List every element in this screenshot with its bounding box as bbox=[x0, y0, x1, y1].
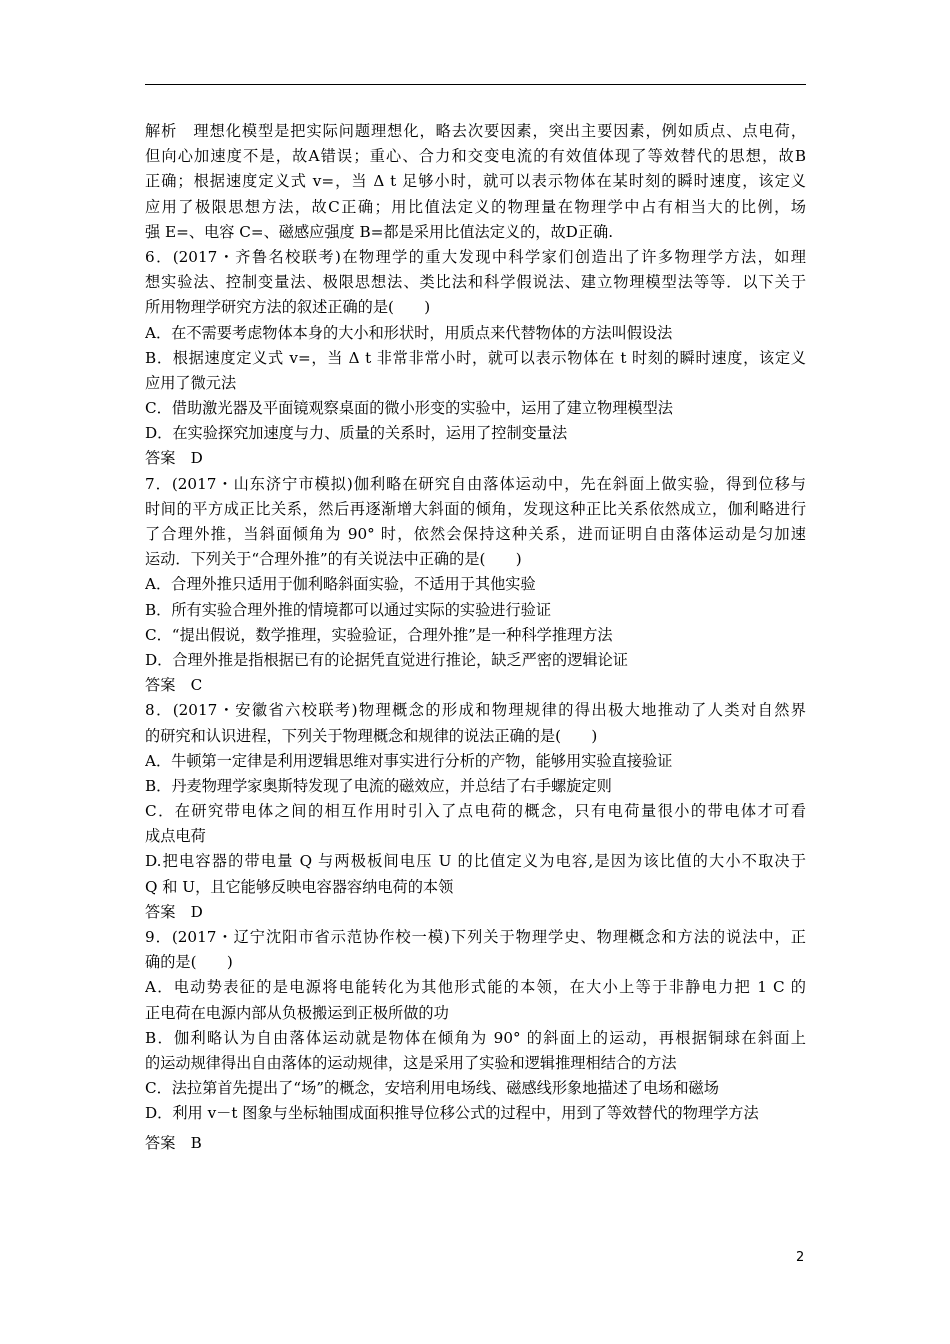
answer-line: 答案 D bbox=[145, 449, 203, 468]
question-stem-line: 想实验法、控制变量法、极限思想法、类比法和科学假说法、建立物理模型法等等．以下关于 bbox=[145, 273, 806, 292]
answer-line: 答案 C bbox=[145, 676, 203, 695]
question-stem-line: 6．(2017・齐鲁名校联考)在物理学的重大发现中科学家们创造出了许多物理学方法，如理 bbox=[145, 247, 806, 266]
option-d: D．合理外推是指根据已有的论据凭直觉进行推论，缺乏严密的逻辑论证 bbox=[145, 650, 628, 669]
option-a: A．电动势表征的是电源将电能转化为其他形式能的本领，在大小上等于非静电力把 1 C 的 bbox=[145, 978, 806, 997]
option-a: A．牛顿第一定律是利用逻辑思维对事实进行分析的产物，能够用实验直接验证 bbox=[145, 751, 673, 770]
question-stem-line: 了合理外推，当斜面倾角为 90° 时，依然会保持这种关系，进而证明自由落体运动是匀加速 bbox=[145, 525, 806, 543]
option-d-continued: Q 和 U，且它能够反映电容器容纳电荷的本领 bbox=[145, 877, 454, 896]
option-c: C．“提出假说，数学推理，实验验证，合理外推”是一种科学推理方法 bbox=[145, 625, 613, 644]
option-c: C．法拉第首先提出了“场”的概念，安培利用电场线、磁感线形象地描述了电场和磁场 bbox=[145, 1079, 719, 1098]
analysis-line: 强 E=、电容 C=、磁感应强度 B=都是采用比值法定义的，故D正确. bbox=[145, 222, 614, 241]
option-b-continued: 应用了微元法 bbox=[145, 373, 237, 392]
analysis-line: 应用了极限思想方法，故C正确；用比值法定义的物理量在物理学中占有相当大的比例，场 bbox=[145, 197, 806, 216]
option-d: D.把电容器的带电量 Q 与两极板间电压 U 的比值定义为电容,是因为该比值的大小不取决于 bbox=[145, 852, 806, 871]
option-c: C．借助激光器及平面镜观察桌面的微小形变的实验中，运用了建立物理模型法 bbox=[145, 399, 673, 418]
question-stem-line: 确的是( ) bbox=[145, 953, 233, 972]
question-stem-line: 8．(2017・安徽省六校联考)物理概念的形成和物理规律的得出极大地推动了人类对自然界 bbox=[145, 701, 806, 720]
page-content bbox=[145, 119, 806, 1156]
question-9 bbox=[145, 925, 806, 1156]
page-number: 2 bbox=[796, 1250, 805, 1265]
option-c: C．在研究带电体之间的相互作用时引入了点电荷的概念，只有电荷量很小的带电体才可看 bbox=[145, 802, 806, 821]
option-b: B．所有实验合理外推的情境都可以通过实际的实验进行验证 bbox=[145, 600, 552, 619]
question-stem-line: 9．(2017・辽宁沈阳市省示范协作校一模)下列关于物理学史、物理概念和方法的说法中，正 bbox=[145, 928, 806, 946]
option-d: D．利用 v－t 图象与坐标轴围成面积推导位移公式的过程中，用到了等效替代的物理学方法 bbox=[145, 1104, 759, 1123]
analysis-paragraph bbox=[145, 119, 806, 245]
question-stem-line: 所用物理学研究方法的叙述正确的是( ) bbox=[145, 298, 431, 317]
option-c-continued: 成点电荷 bbox=[145, 827, 206, 846]
analysis-line: 但向心加速度不是，故A错误；重心、合力和交变电流的有效值体现了等效替代的思想，故B bbox=[145, 147, 806, 166]
analysis-line: 解析 理想化模型是把实际问题理想化，略去次要因素，突出主要因素，例如质点、点电荷， bbox=[145, 122, 806, 140]
option-b: B．丹麦物理学家奥斯特发现了电流的磁效应，并总结了右手螺旋定则 bbox=[145, 776, 612, 795]
option-b: B．根据速度定义式 v=，当 Δ t 非常非常小时，就可以表示物体在 t 时刻的瞬时速度，该定义 bbox=[145, 348, 806, 367]
question-stem-line: 7．(2017・山东济宁市模拟)伽利略在研究自由落体运动中，先在斜面上做实验，得到位移与 bbox=[145, 474, 806, 493]
question-stem-line: 的研究和认识进程，下列关于物理概念和规律的说法正确的是( ) bbox=[145, 726, 598, 745]
header-rule bbox=[145, 84, 806, 85]
option-a: A．合理外推只适用于伽利略斜面实验，不适用于其他实验 bbox=[145, 575, 536, 594]
option-a-continued: 正电荷在电源内部从负极搬运到正极所做的功 bbox=[145, 1003, 449, 1022]
option-b-continued: 的运动规律得出自由落体的运动规律，这是采用了实验和逻辑推理相结合的方法 bbox=[145, 1053, 677, 1072]
answer-line: 答案 B bbox=[145, 1133, 202, 1152]
question-stem-line: 时间的平方成正比关系，然后再逐渐增大斜面的倾角，发现这种正比关系依然成立，伽利略进行 bbox=[145, 499, 806, 518]
option-d: D．在实验探究加速度与力、质量的关系时，运用了控制变量法 bbox=[145, 424, 568, 443]
answer-line: 答案 D bbox=[145, 902, 203, 921]
question-8 bbox=[145, 698, 806, 925]
option-b: B．伽利略认为自由落体运动就是物体在倾角为 90° 的斜面上的运动，再根据铜球在斜面上 bbox=[145, 1028, 806, 1047]
analysis-line: 正确；根据速度定义式 v=，当 Δ t 足够小时，就可以表示物体在某时刻的瞬时速度，该定义 bbox=[145, 172, 806, 191]
option-a: A．在不需要考虑物体本身的大小和形状时，用质点来代替物体的方法叫假设法 bbox=[145, 323, 673, 342]
question-stem-line: 运动．下列关于“合理外推”的有关说法中正确的是( ) bbox=[145, 550, 522, 569]
question-6 bbox=[145, 245, 806, 472]
question-7 bbox=[145, 472, 806, 699]
